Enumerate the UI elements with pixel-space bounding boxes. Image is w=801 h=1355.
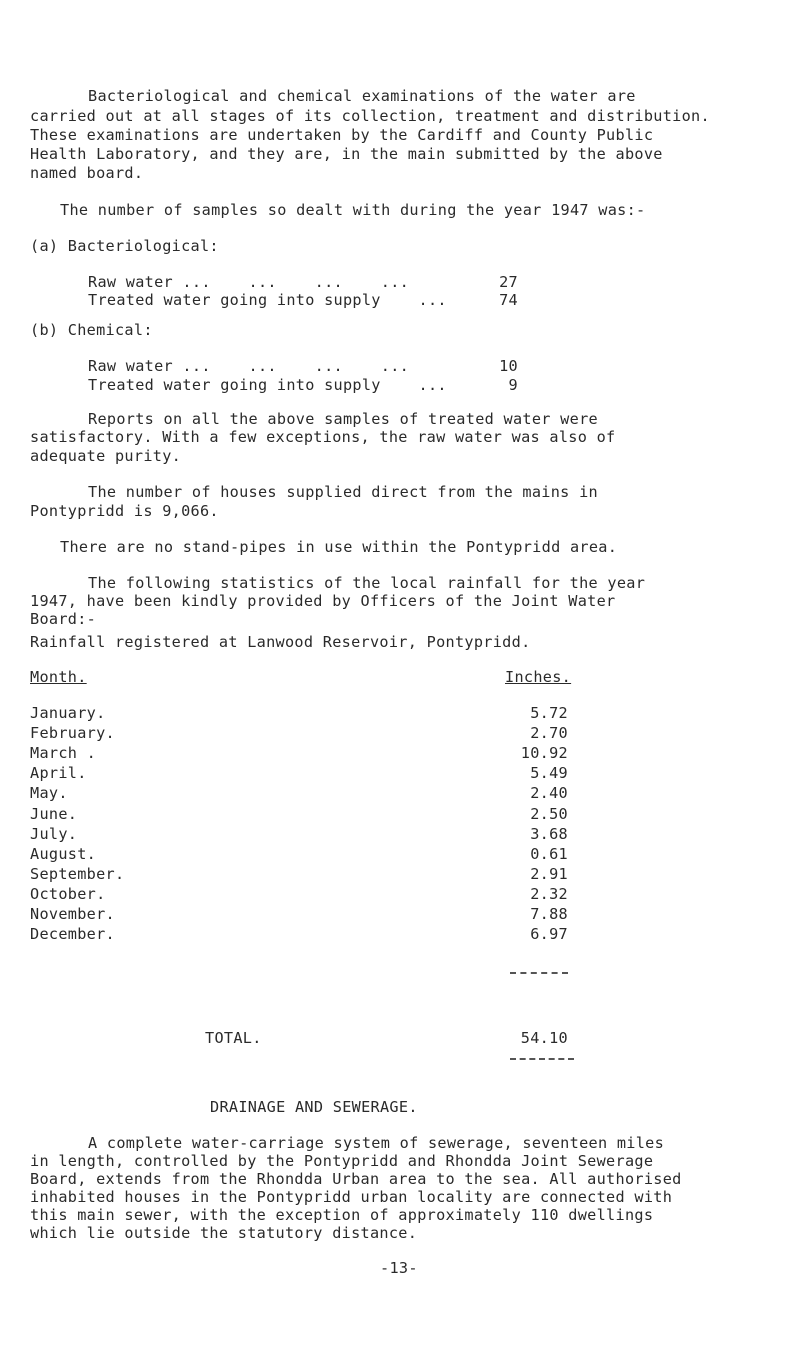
drainage-line-2: in length, controlled by the Pontypridd and Rhondda Joint Sewerage xyxy=(30,1152,654,1170)
intro-line-4: Health Laboratory, and they are, in the main submitted by the above xyxy=(30,145,663,163)
rainfall-inches: 5.72 xyxy=(530,704,568,722)
chem-raw-label: Raw water ... ... ... ... xyxy=(88,357,410,375)
inches-column-header: Inches. xyxy=(505,668,572,686)
rainfall-month: October. xyxy=(30,885,106,903)
reports-line-1: Reports on all the above samples of treated water were xyxy=(88,410,598,428)
page-number: -13- xyxy=(380,1259,418,1277)
total-dash-line xyxy=(510,1058,574,1060)
rainfall-month: September. xyxy=(30,865,125,883)
rainfall-month: July. xyxy=(30,825,78,843)
rainfall-month: December. xyxy=(30,925,115,943)
rainfall-line-2: 1947, have been kindly provided by Officers of the Joint Water xyxy=(30,592,616,610)
rainfall-month: March . xyxy=(30,744,97,762)
houses-line-2: Pontypridd is 9,066. xyxy=(30,502,219,520)
chem-treated-label: Treated water going into supply ... xyxy=(88,376,447,394)
rainfall-month: November. xyxy=(30,905,115,923)
rainfall-inches: 2.40 xyxy=(530,784,568,802)
rainfall-inches: 2.70 xyxy=(530,724,568,742)
rainfall-inches: 2.50 xyxy=(530,805,568,823)
drainage-line-6: which lie outside the statutory distance. xyxy=(30,1224,418,1242)
rainfall-month: April. xyxy=(30,764,87,782)
rainfall-month: June. xyxy=(30,805,78,823)
bact-treated-value: 74 xyxy=(499,291,518,309)
drainage-line-3: Board, extends from the Rhondda Urban area to the sea. All authorised xyxy=(30,1170,682,1188)
total-label: TOTAL. xyxy=(205,1029,262,1047)
rainfall-inches: 10.92 xyxy=(520,744,568,762)
reports-line-3: adequate purity. xyxy=(30,447,182,465)
standpipes-text: There are no stand-pipes in use within the Pontypridd area. xyxy=(60,538,618,556)
rainfall-inches: 5.49 xyxy=(530,764,568,782)
bact-raw-value: 27 xyxy=(499,273,518,291)
rainfall-inches: 2.32 xyxy=(530,885,568,903)
rainfall-inches: 0.61 xyxy=(530,845,568,863)
bact-treated-label: Treated water going into supply ... xyxy=(88,291,447,309)
drainage-heading: DRAINAGE AND SEWERAGE. xyxy=(210,1098,418,1116)
samples-intro: The number of samples so dealt with during the year 1947 was:- xyxy=(60,201,646,219)
bact-raw-label: Raw water ... ... ... ... xyxy=(88,273,410,291)
rainfall-month: August. xyxy=(30,845,97,863)
rainfall-month: May. xyxy=(30,784,68,802)
rainfall-inches: 6.97 xyxy=(530,925,568,943)
chem-treated-value: 9 xyxy=(508,376,518,394)
intro-line-3: These examinations are undertaken by the Cardiff and County Public xyxy=(30,126,654,144)
chemical-heading: (b) Chemical: xyxy=(30,321,153,339)
month-column-header: Month. xyxy=(30,668,87,686)
drainage-line-4: inhabited houses in the Pontypridd urban locality are connected with xyxy=(30,1188,673,1206)
rainfall-location: Rainfall registered at Lanwood Reservoir, Pontypridd. xyxy=(30,633,531,651)
drainage-line-1: A complete water-carriage system of sewerage, seventeen miles xyxy=(88,1134,665,1152)
total-rule xyxy=(510,972,568,974)
rainfall-month: February. xyxy=(30,724,115,742)
intro-line-5: named board. xyxy=(30,164,144,182)
drainage-line-5: this main sewer, with the exception of approximately 110 dwellings xyxy=(30,1206,654,1224)
rainfall-inches: 7.88 xyxy=(530,905,568,923)
rainfall-line-1: The following statistics of the local rainfall for the year xyxy=(88,574,646,592)
intro-line-1: Bacteriological and chemical examinations of the water are xyxy=(88,87,636,105)
houses-line-1: The number of houses supplied direct from the mains in xyxy=(88,483,598,501)
bacteriological-heading: (a) Bacteriological: xyxy=(30,237,219,255)
rainfall-month: January. xyxy=(30,704,106,722)
rainfall-line-3: Board:- xyxy=(30,610,97,628)
chem-raw-value: 10 xyxy=(499,357,518,375)
reports-line-2: satisfactory. With a few exceptions, the raw water was also of xyxy=(30,428,616,446)
rainfall-inches: 2.91 xyxy=(530,865,568,883)
intro-line-2: carried out at all stages of its collection, treatment and distribution. xyxy=(30,107,710,125)
rainfall-inches: 3.68 xyxy=(530,825,568,843)
total-value: 54.10 xyxy=(520,1029,568,1047)
